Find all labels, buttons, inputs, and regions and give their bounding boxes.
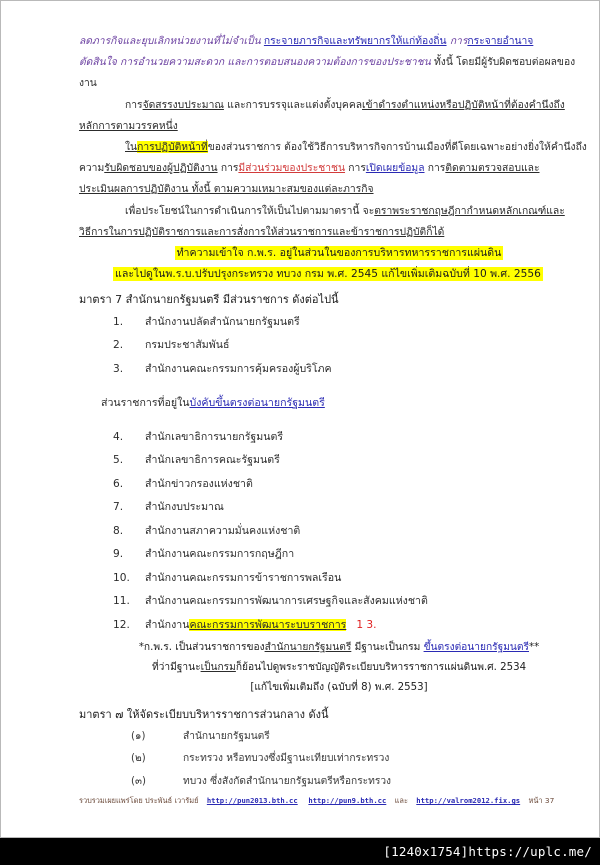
- paragraph: [79, 158, 599, 179]
- list-item-number: (๓): [131, 775, 146, 787]
- footnote-underline: สำนักนายกรัฐมนตรี: [264, 642, 352, 654]
- highlight-text: และไปดูในพ.ร.บ.ปรับปรุงกระทรวง ทบวง กรม พ.ศ. 2545 แก้ไขเพิ่มเติมฉบับที่ 10 พ.ศ. 2556: [115, 268, 541, 281]
- list-item: [79, 748, 599, 771]
- list-item-label: สำนักงานคณะกรรมการพัฒนาการเศรษฐกิจและสังคมแห่งชาติ: [145, 595, 428, 608]
- list-item: [79, 543, 599, 567]
- footnote-line: [แก้ไขเพิ่มเติมถึง (ฉบับที่ 8) พ.ศ. 2553]: [250, 682, 428, 694]
- list-item-number: 6.: [113, 477, 124, 490]
- agency-list-bottom: [79, 426, 599, 638]
- footnote-link[interactable]: ขึ้นตรงต่อนายกรัฐมนตรี: [423, 642, 529, 654]
- list-item-label: สำนักงาน: [145, 618, 190, 631]
- page-footer: [79, 795, 579, 807]
- paragraph: [79, 95, 599, 116]
- list-item: [79, 496, 599, 520]
- list-item-number: 8.: [113, 524, 124, 537]
- footnote-text: มีฐานะเป็นกรม: [351, 642, 424, 654]
- list-item: [79, 358, 599, 382]
- paragraph: [79, 31, 599, 52]
- list-item: [79, 311, 599, 335]
- text-run-underline: ใน: [125, 141, 138, 154]
- list-item-label: กระทรวง หรือทบวงซึ่งมีฐานะเทียบเท่ากระทรวง: [183, 753, 390, 765]
- mid-note-link[interactable]: บังคับขึ้นตรงต่อนายกรัฐมนตรี: [189, 396, 325, 409]
- paragraph: [79, 116, 599, 137]
- list-item-number: 11.: [113, 595, 130, 608]
- text-run-underline: หลักการตามวรรคหนึ่ง: [79, 119, 178, 132]
- list-item: [79, 590, 599, 614]
- text-run: การ: [217, 162, 239, 175]
- list-item-label: สำนักเลขาธิการนายกรัฐมนตรี: [145, 430, 284, 443]
- footnote-line: [79, 638, 599, 658]
- text-run: ตัดสินใจ การอำนวยความสะดวก และการตอบสนองความต้องการของประชาชน: [79, 56, 431, 69]
- text-run: ลดภารกิจและยุบเลิกหน่วยงานที่ไม่จำเป็น: [79, 35, 264, 47]
- list-item-label: สำนักเลขาธิการคณะรัฐมนตรี: [145, 454, 280, 467]
- list-item: [79, 473, 599, 497]
- text-run: การ: [345, 162, 366, 175]
- text-run: การ: [446, 35, 468, 47]
- footer-credit: รวบรวมเผยแพร่โดย ประพันธ์ เวารัมย์: [79, 796, 199, 805]
- agency-list-top: [79, 311, 599, 382]
- text-run-underline: ประเมินผลการปฏิบัติงาน ทั้งนี้ ตามความเหมาะสมของแต่ละภารกิจ: [79, 183, 374, 196]
- section-heading: มาตรา 7 สำนักนายกรัฐมนตรี มีส่วนราชการ ดังต่อไปนี้: [79, 293, 339, 307]
- list-item: [79, 334, 599, 358]
- watermark-text: [383, 844, 600, 859]
- list-item-label: สำนักงานคณะกรรมการกฤษฎีกา: [145, 548, 295, 561]
- text-run-underline: วิธีการในการปฏิบัติราชการและการสั่งการให้ส่วนราชการและข้าราชการปฏิบัติก็ได้: [79, 225, 445, 238]
- text-run-link[interactable]: เปิดเผยข้อมูล: [365, 162, 425, 175]
- list-item-number: 12.: [113, 618, 130, 631]
- list-item-number: 3.: [113, 362, 124, 375]
- footer-link[interactable]: http://valrom2012.fix.gs: [416, 796, 521, 805]
- list-item-highlighted: [79, 614, 599, 638]
- list-item: [79, 426, 599, 450]
- text-run-highlight: การปฏิบัติหน้าที่: [137, 141, 208, 154]
- list-item-label: สำนักงบประมาณ: [145, 501, 224, 514]
- mid-note: [79, 392, 599, 416]
- prose-block: [79, 31, 599, 243]
- list-item-label: สำนักนายกรัฐมนตรี: [183, 730, 270, 742]
- footer-conjunction: และ: [394, 796, 408, 805]
- footnote-text: *ก.พ.ร. เป็นส่วนราชการของ: [138, 642, 265, 654]
- list-item-label: สำนักงานสภาความมั่นคงแห่งชาติ: [145, 524, 301, 537]
- list-item-number: 9.: [113, 548, 124, 561]
- text-run: ทั้งนี้ โดยมีผู้รับผิดชอบต่อผลของ: [430, 56, 576, 69]
- list-item-label: กรมประชาสัมพันธ์: [145, 339, 230, 352]
- text-run-link[interactable]: กระจายภารกิจและทรัพยากรให้แก่ท้องถิ่น: [263, 35, 447, 47]
- highlight-line: [79, 243, 599, 264]
- footnote-line: [79, 658, 599, 678]
- footnote-text: ก็ย้อนไปดูพระราชบัญญัติระเบียบบริหารราชการแผ่นดินพ.ศ. 2534: [235, 662, 527, 674]
- list-item-number: 10.: [113, 571, 130, 584]
- footnote-text: **: [529, 642, 540, 654]
- text-run-underline: ตราพระราชกฤษฎีกากำหนดหลักเกณฑ์และ: [374, 204, 565, 217]
- list-item: [79, 520, 599, 544]
- footer-link[interactable]: http://pun2013.bth.cc: [206, 796, 298, 805]
- paragraph: [79, 222, 599, 243]
- list-item-label: ทบวง ซึ่งสังกัดสำนักนายกรัฐมนตรีหรือกระทรวง: [183, 775, 392, 787]
- text-run: ความ: [79, 162, 105, 175]
- list-item-label: สำนักข่าวกรองแห่งชาติ: [145, 477, 253, 490]
- watermark-url: https://uplc.me/: [468, 844, 592, 859]
- list-item-label: สำนักงานคณะกรรมการคุ้มครองผู้บริโภค: [145, 362, 332, 375]
- text-run-underline: เข้าดำรงตำแหน่งหรือปฏิบัติหน้าที่ต้องคำนึงถึง: [362, 98, 565, 111]
- list-item-number: 5.: [113, 454, 124, 467]
- text-run-underline: ติดตามตรวจสอบและ: [445, 162, 540, 175]
- paragraph: [79, 52, 599, 73]
- watermark-dimensions: [1240x1754]: [383, 844, 469, 859]
- paragraph: [79, 73, 599, 94]
- list-item: [79, 771, 599, 794]
- paragraph: [79, 179, 599, 200]
- list-item-label: สำนักงานคณะกรรมการข้าราชการพลเรือน: [145, 571, 342, 584]
- list-item-number: (๑): [131, 730, 146, 742]
- list-item-number: 1.: [113, 315, 124, 328]
- mid-note-lead: ส่วนราชการที่อยู่ใน: [101, 396, 190, 409]
- footer-page-label: หน้า 37: [528, 796, 555, 805]
- list-item-label: สำนักงานปลัดสำนักนายกรัฐมนตรี: [145, 315, 300, 328]
- list-item-number: 7.: [113, 501, 124, 514]
- paragraph: [79, 137, 599, 158]
- footnote-text: ที่ว่ามีฐานะ: [151, 662, 201, 674]
- highlight-line: [79, 264, 599, 285]
- document-body: [79, 31, 599, 793]
- footnote-block: [79, 638, 599, 698]
- list-item-number: 4.: [113, 430, 124, 443]
- red-annotation: 1 3.: [356, 618, 377, 631]
- list-item-number: 2.: [113, 339, 124, 352]
- thai-numeral-list: [79, 726, 599, 794]
- text-run-red-underline: มีส่วนร่วมของประชาชน: [238, 162, 346, 175]
- text-run: การ: [424, 162, 446, 175]
- text-run: งาน: [79, 77, 97, 90]
- text-run: และการบรรจุและแต่งตั้งบุคคล: [223, 98, 363, 111]
- highlight-text: ทำความเข้าใจ ก.พ.ร. อยู่ในส่วนในของการบริหารทหารราชการแผ่นดิน: [176, 247, 502, 260]
- text-run-underline: รับผิดชอบของผู้ปฏิบัติงาน: [104, 162, 218, 175]
- text-run-underline: จัดสรรงบประมาณ: [142, 98, 224, 111]
- list-item-highlight: คณะกรรมการพัฒนาระบบราชการ: [189, 618, 347, 631]
- text-run: ของส่วนราชการ ต้องใช้วิธีการบริหารกิจการบ้านเมืองที่ดีโดยเฉพาะอย่างยิ่งให้คำนึงถึง: [207, 141, 587, 154]
- text-run: การ: [125, 98, 143, 111]
- list-item: [79, 726, 599, 749]
- footer-link[interactable]: http://pun9.bth.cc: [308, 796, 387, 805]
- list-item: [79, 567, 599, 591]
- text-run-link[interactable]: กระจายอำนาจ: [467, 35, 534, 47]
- highlight-annotation-block: [79, 243, 599, 285]
- section-heading-thai: มาตรา ๗ ให้จัดระเบียบบริหารราชการส่วนกลาง ดังนี้: [79, 708, 329, 722]
- paragraph: [79, 201, 599, 222]
- list-item: [79, 449, 599, 473]
- footnote-underline: เป็นกรม: [200, 662, 236, 674]
- text-run: เพื่อประโยชน์ในการดำเนินการให้เป็นไปตามมาตรานี้ จะ: [125, 204, 375, 217]
- watermark-bar: [0, 838, 600, 865]
- list-item-number: (๒): [131, 753, 146, 765]
